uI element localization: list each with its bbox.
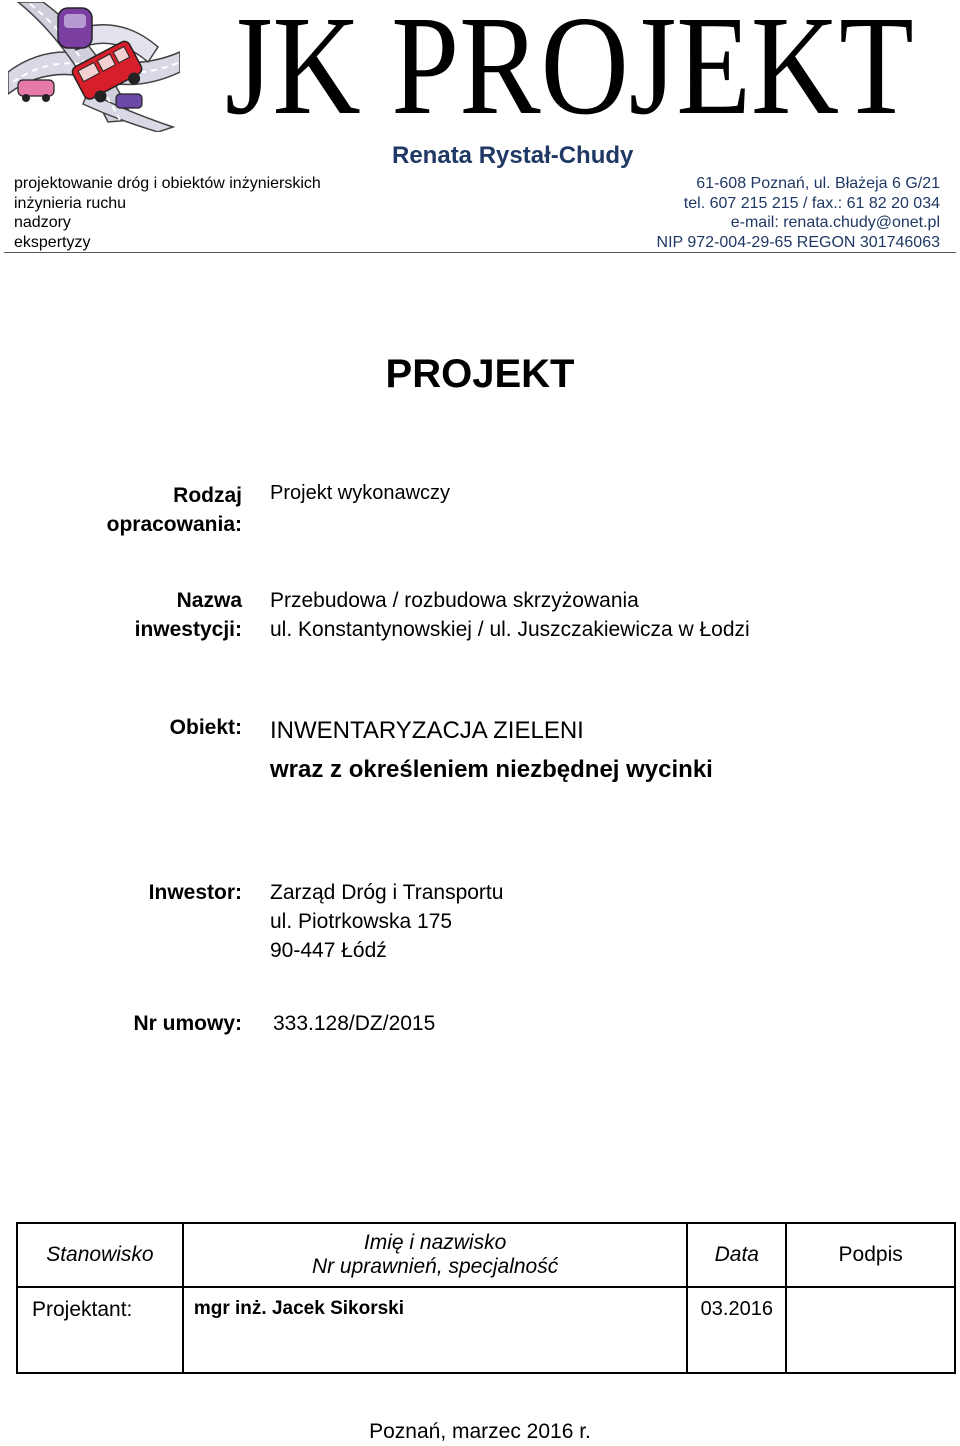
row-date: 03.2016 (687, 1287, 786, 1373)
signature-table (16, 1222, 956, 1374)
nazwa-value: Przebudowa / rozbudowa skrzyżowania ul. Konstantynowskiej / ul. Juszczakiewicza w Łodzi (270, 589, 750, 641)
service-item: inżynieria ruchu (14, 194, 127, 212)
company-name: JK PROJEKT (225, 0, 914, 144)
header-name: Imię i nazwisko Nr uprawnień, specjalność (183, 1223, 687, 1287)
inwestor-label: Inwestor: (148, 881, 242, 904)
nip-regon: NIP 972-004-29-65 REGON 301746063 (656, 233, 940, 251)
rodzaj-value: Projekt wykonawczy (270, 482, 451, 504)
contact-block (657, 174, 940, 252)
header-date: Data (687, 1223, 786, 1287)
header-position: Stanowisko (17, 1223, 183, 1287)
signature-table-header (17, 1223, 955, 1287)
header-divider (4, 252, 956, 253)
owner-name: Renata Rystał-Chudy (392, 142, 634, 169)
document-type-title: PROJEKT (385, 352, 575, 396)
service-item: ekspertyzy (14, 233, 91, 251)
header-signature: Podpis (786, 1223, 955, 1287)
inwestor-value: Zarząd Dróg i Transportu ul. Piotrkowska 175 90-447 Łódź (270, 881, 504, 962)
services-list (14, 174, 321, 252)
umowa-value: 333.128/DZ/2015 (273, 1012, 436, 1035)
address: 61-608 Poznań, ul. Błażeja 6 G/21 (696, 175, 940, 192)
nazwa-label: Nazwa inwestycji: (134, 589, 242, 641)
obiekt-value: INWENTARYZACJA ZIELENI wraz z określeniem niezbędnej wycinki (270, 717, 713, 783)
rodzaj-label: Rodzaj opracowania: (106, 484, 242, 536)
umowa-label: Nr umowy: (133, 1012, 242, 1035)
service-item: projektowanie dróg i obiektów inżynierskich (14, 175, 321, 192)
phone-fax: tel. 607 215 215 / fax.: 61 82 20 034 (683, 194, 940, 212)
company-logo (8, 2, 180, 132)
obiekt-label: Obiekt: (169, 716, 242, 739)
footer-place-date: Poznań, marzec 2016 r. (369, 1420, 591, 1443)
email: e-mail: renata.chudy@onet.pl (730, 214, 940, 231)
row-role: Projektant: (17, 1287, 183, 1373)
row-name: mgr inż. Jacek Sikorski (183, 1287, 687, 1373)
row-signature (786, 1287, 955, 1373)
service-item: nadzory (14, 214, 71, 231)
table-row (17, 1287, 955, 1373)
